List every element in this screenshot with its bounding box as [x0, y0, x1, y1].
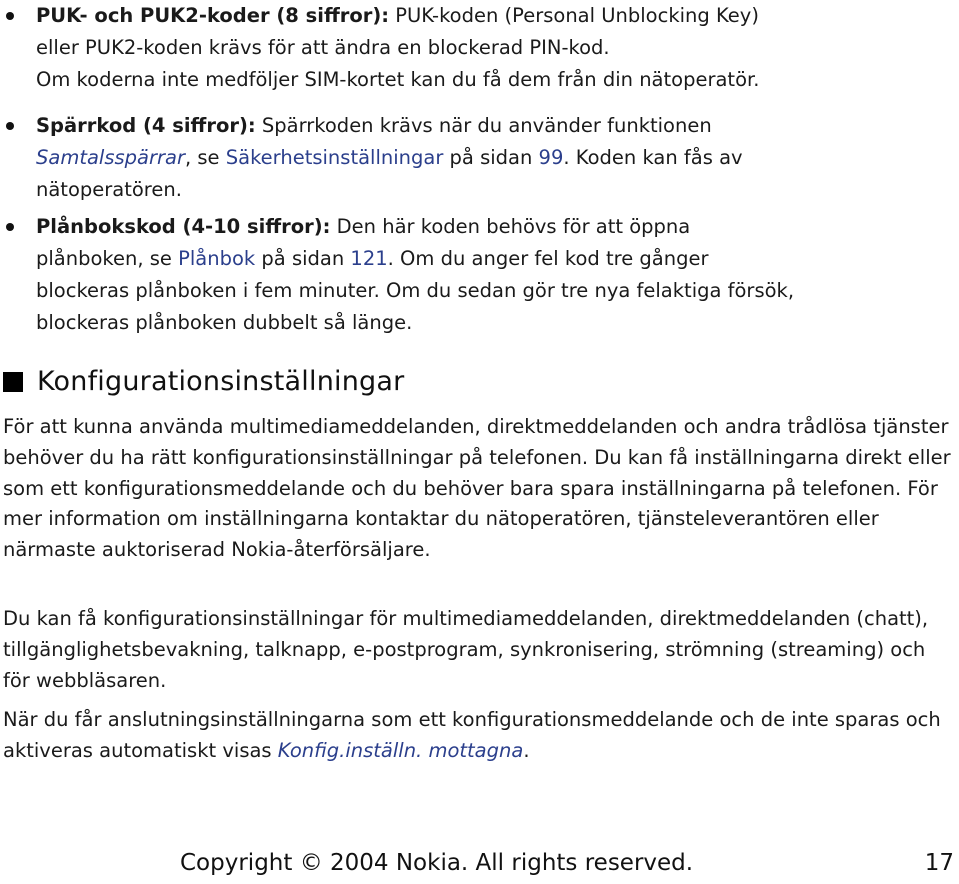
bullet-text: . Koden kan fås av nätoperatören. — [36, 146, 743, 201]
page-number: 17 — [924, 850, 954, 876]
bullet-term: Spärrkod (4 siffror): — [36, 114, 256, 137]
section-title: Konfigurationsinställningar — [37, 366, 405, 397]
page-footer — [0, 850, 959, 884]
paragraph-text: När du får anslutningsinställningarna som ett konfigurationsmeddelande och de inte sparas och aktiveras automatiskt visas — [3, 708, 941, 762]
bullet-extra-text: Om koderna inte medföljer SIM-kortet kan du få dem från din nätoperatör. — [36, 68, 760, 91]
copyright-notice: Copyright © 2004 Nokia. All rights reserved. — [180, 850, 694, 876]
bullet-puk-codes — [0, 0, 796, 96]
paragraph-config-received — [3, 705, 953, 767]
bullet-dot — [6, 12, 14, 20]
section-heading — [3, 366, 404, 397]
bullet-text: Spärrkoden krävs när du använder funktionen — [255, 114, 712, 137]
bullet-text: . Om du anger fel kod tre gånger blockeras plånboken i fem minuter. Om du sedan gör tre nya felaktiga försök, blockeras plånboken dubbelt så länge. — [36, 247, 795, 334]
link-sakerhetsinstallningar[interactable]: Säkerhetsinställningar — [225, 146, 444, 169]
bullet-dot — [6, 223, 14, 231]
bullet-wallet-code — [0, 211, 796, 339]
link-page-121[interactable]: 121 — [350, 247, 388, 270]
link-page-99[interactable]: 99 — [538, 146, 564, 169]
link-samtalssparrar[interactable]: Samtalsspärrar — [36, 146, 185, 169]
bullet-term: PUK- och PUK2-koder (8 siffror): — [36, 4, 390, 27]
bullet-text: Den här koden behövs för att öppna plånboken, se — [36, 215, 691, 270]
bullet-text: på sidan — [255, 247, 351, 270]
section-square-icon — [3, 372, 23, 392]
bullet-text: PUK-koden (Personal Unblocking Key) eller PUK2-koden krävs för att ändra en blockerad PIN-kod. — [36, 4, 759, 59]
bullet-text: , se — [184, 146, 226, 169]
paragraph-text: . — [523, 738, 530, 762]
paragraph-config-types: Du kan få konfigurationsinställningar för multimediameddelanden, direktmeddelanden (chatt), tillgänglighetsbevakning, talknapp, e-postprogram, synkronisering, strömning (streaming) och för webbläsaren. — [3, 607, 929, 692]
paragraph-config-intro: För att kunna använda multimediameddelanden, direktmeddelanden och andra trådlösa tjänster behöver du ha rätt konfigurationsinställningar på telefonen. Du kan få inställningarna direkt eller som ett konfigurationsmeddelande och du behöver bara spara inställningarna på telefonen. För mer information om inställningarna kontaktar du nätoperatören, tjänsteleverantören eller närmaste auktoriserad Nokia-återförsäljare. — [3, 415, 951, 562]
bullet-text: på sidan — [443, 146, 539, 169]
bullet-term: Plånbokskod (4-10 siffror): — [36, 215, 331, 238]
link-planbok[interactable]: Plånbok — [178, 247, 256, 270]
bullet-dot — [6, 122, 14, 130]
bullet-barring-code — [0, 110, 796, 206]
link-konfig-installn-mottagna[interactable]: Konfig.inställn. mottagna — [277, 738, 524, 762]
